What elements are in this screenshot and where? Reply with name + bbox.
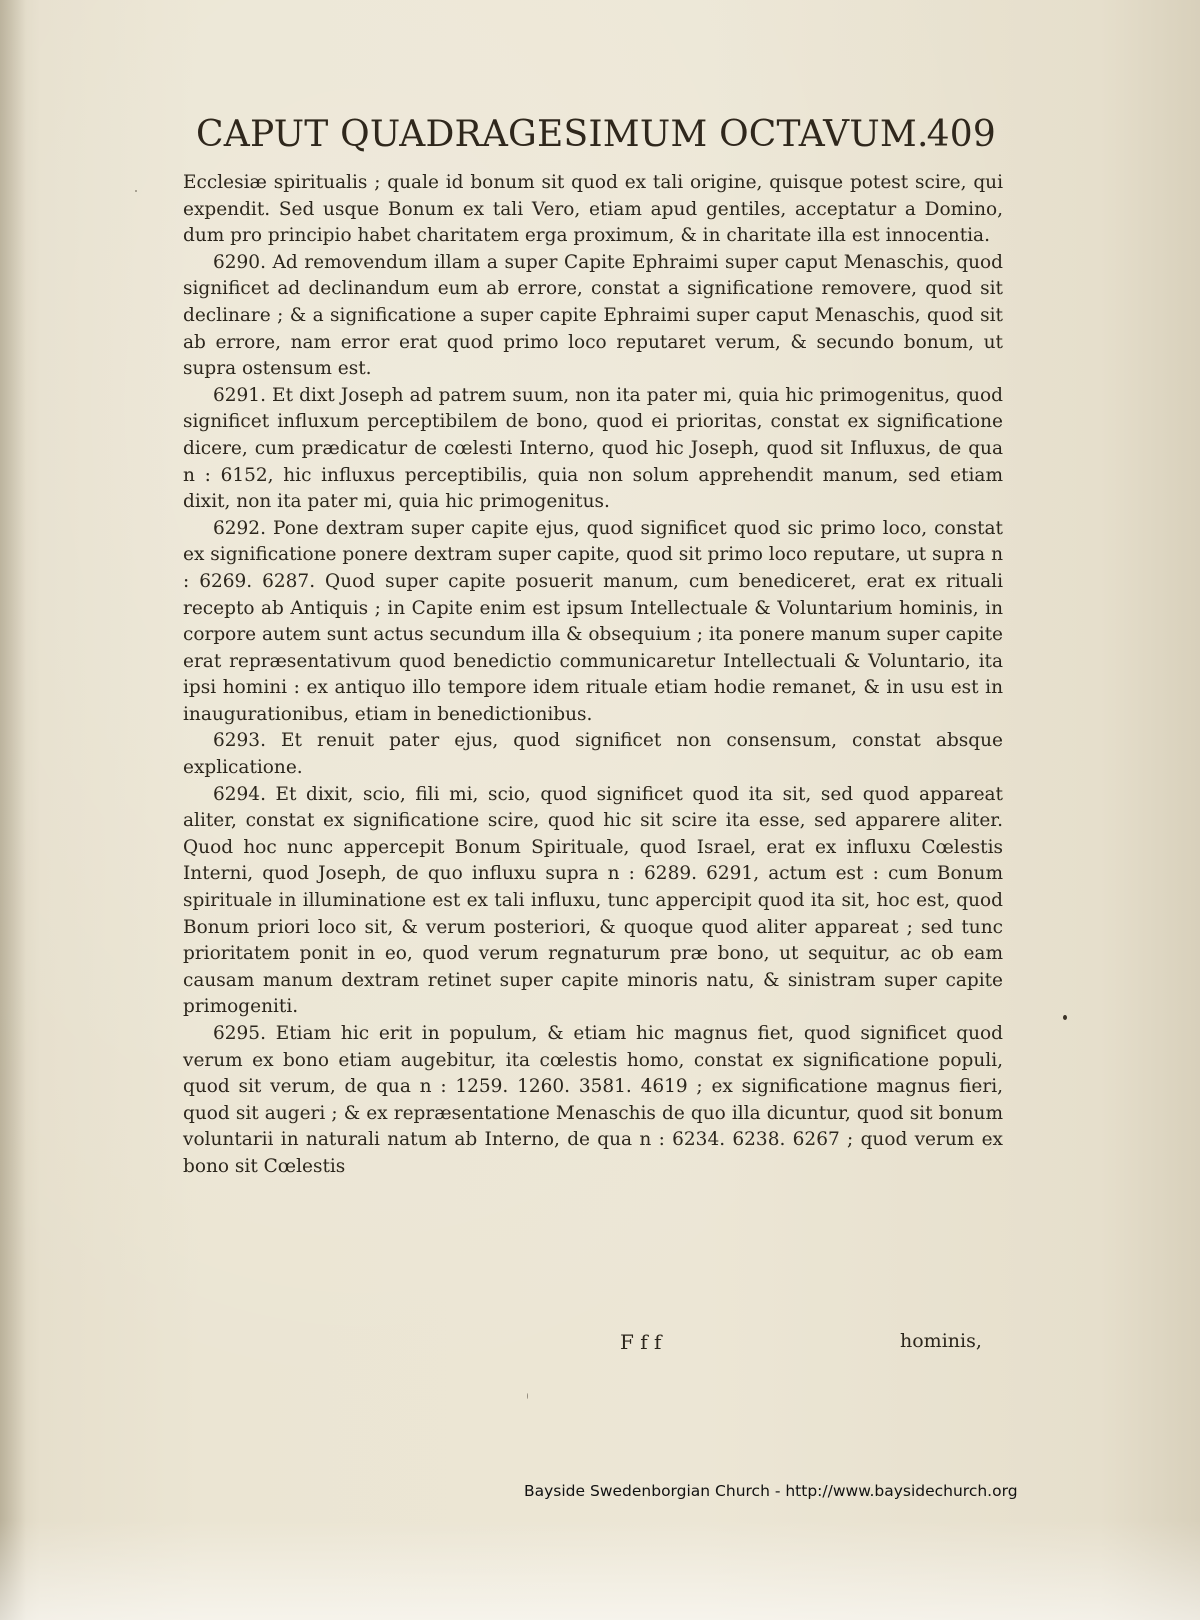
paragraph-6295: 6295. Etiam hic erit in populum, & etiam hic magnus fiet, quod significet quod verum ex bono etiam augebitur, ita cœlestis homo, constat ex significatione populi, quod sit verum, de qua n : 1259. 1260. 3581. 4619 ; ex significatione magnus fieri, quod sit augeri ; & ex repræsentatione Menaschis de quo illa dicuntur, quod sit bonum voluntarii in naturali natum ab Interno, de qua n : 6234. 6238. 6267 ; quod verum ex bono sit Cœlestis [183, 1023, 1003, 1177]
gutter-shadow [0, 0, 26, 1620]
paper-speck [527, 1393, 528, 1399]
running-head-title: CAPUT QUADRAGESIMUM OCTAVUM. [196, 114, 929, 155]
signature-mark: F f f [620, 1330, 662, 1354]
paragraph-continuation: Ecclesiæ spiritualis ; quale id bonum sit quod ex tali origine, quisque potest scire, qui expendit. Sed usque Bonum ex tali Vero, etiam apud gentiles, acceptatur a Domino, dum pro principio habet charitatem erga proximum, & in charitate illa est innocentia. [183, 172, 1003, 247]
page-number: 409 [926, 114, 996, 155]
paragraph-6290: 6290. Ad removendum illam a super Capite Ephraimi super caput Menaschis, quod significet ad declinandum eum ab errore, constat a significatione removere, quod sit declinare ; & a significatione a super capite Ephraimi super caput Menaschis, quod sit ab errore, nam error erat quod primo loco reputaret verum, & secundo bonum, ut supra ostensum est. [183, 251, 1003, 380]
paragraph-6293: 6293. Et renuit pater ejus, quod significet non consensum, constat absque explicatione. [183, 730, 1003, 779]
paper-speck [1063, 1015, 1067, 1020]
catchword: hominis, [900, 1330, 982, 1352]
paper-speck [135, 190, 137, 192]
footer-credit: Bayside Swedenborgian Church - http://www.baysidechurch.org [524, 1482, 1018, 1500]
body-text [183, 170, 1003, 1181]
paragraph-6294: 6294. Et dixit, scio, fili mi, scio, quod significet quod ita sit, sed quod appareat aliter, constat ex significatione scire, quod hic sit scire ita esse, sed apparere aliter. Quod hoc nunc appercepit Bonum Spirituale, quod Israel, erat ex influxu Cœlestis Interni, quod Joseph, de quo influxu supra n : 6289. 6291, actum est : cum Bonum spirituale in illuminatione est ex tali influxu, tunc appercipit quod ita sit, hoc est, quod Bonum priori loco sit, & verum posteriori, & quoque quod aliter appareat ; sed tunc prioritatem ponit in eo, quod verum regnaturum præ bono, ut sequitur, ac ob eam causam manum dextram retinet super capite minoris natu, & sinistram super capite primogeniti. [183, 783, 1003, 1018]
paragraph-6292: 6292. Pone dextram super capite ejus, quod significet quod sic primo loco, constat ex significatione ponere dextram super capite, quod sit primo loco reputare, ut supra n : 6269. 6287. Quod super capite posuerit manum, cum benediceret, erat ex rituali recepto ab Antiquis ; in Capite enim est ipsum Intellectuale & Voluntarium hominis, in corpore autem sunt actus secundum illa & obsequium ; ita ponere manum super capite erat repræsentativum quod benedictio communicaretur Intellectuali & Voluntario, ita ipsi homini : ex antiquo illo tempore idem rituale etiam hodie remanet, & in usu est in inaugurationibus, etiam in benedictionibus. [183, 517, 1003, 725]
bottom-margin-band [0, 1520, 1200, 1620]
paragraph-6291: 6291. Et dixt Joseph ad patrem suum, non ita pater mi, quia hic primogenitus, quod significet influxum perceptibilem de bono, quod ei prioritas, constat ex significatione dicere, cum prædicatur de cœlesti Interno, quod hic Joseph, quod sit Influxus, de qua n : 6152, hic influxus perceptibilis, quia non solum apprehendit manum, sed etiam dixit, non ita pater mi, quia hic primogenitus. [183, 384, 1003, 513]
running-header [196, 113, 996, 157]
